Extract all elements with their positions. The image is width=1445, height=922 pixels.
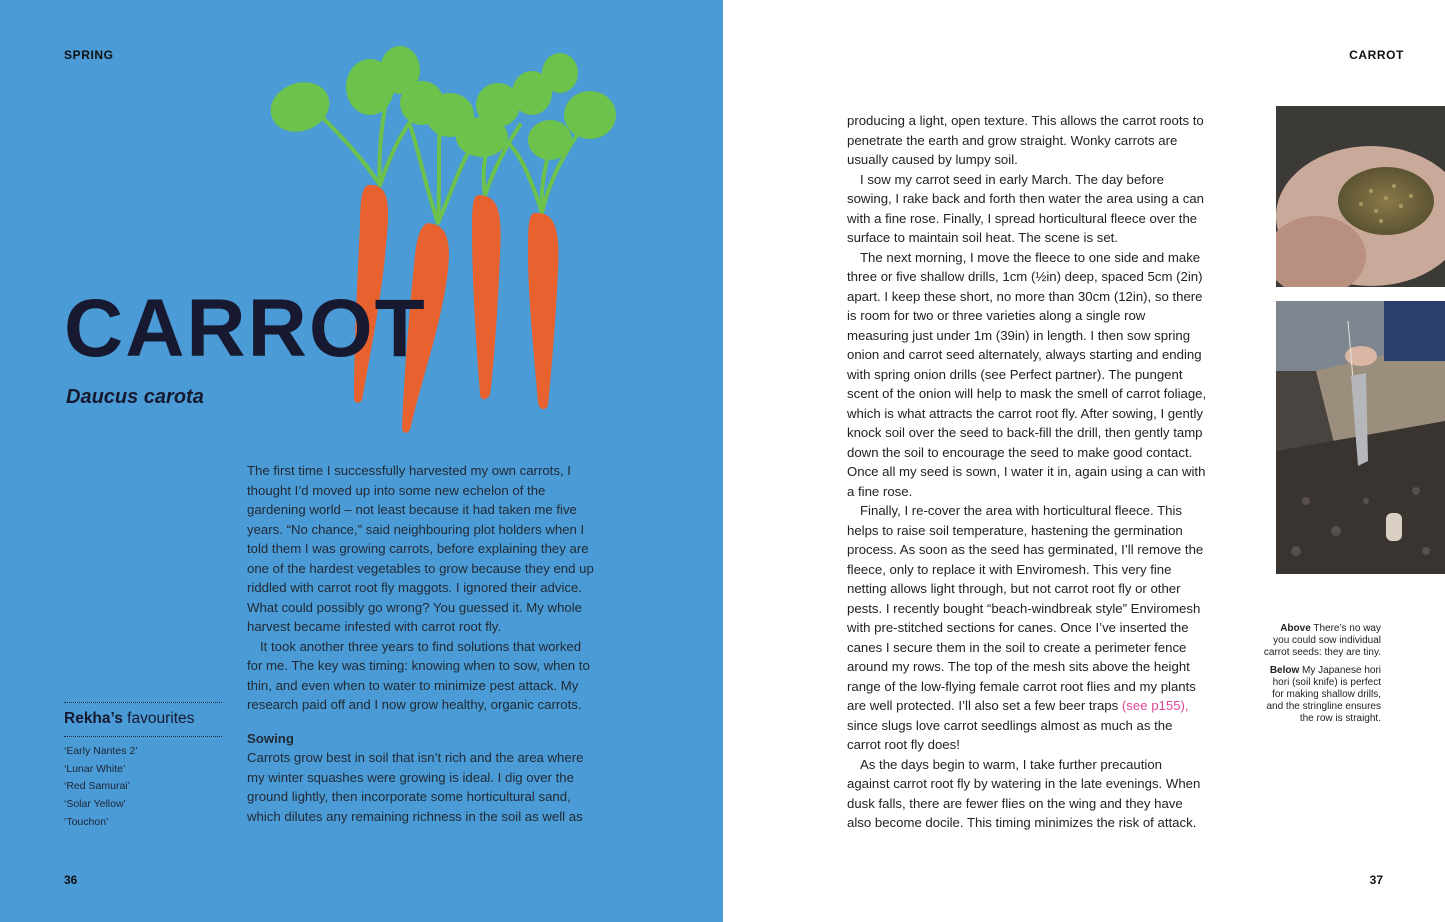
body-paragraph-2: I sow my carrot seed in early March. The day before sowing, I rake back and forth then water the area using a can with a fine rose. Finally, I spread horticultural fleece over the surface to maintain soil heat. The scene is set. [847,171,1205,245]
favourites-box [64,702,222,832]
photo-seeds-in-hand [1276,106,1445,287]
favourite-item: ‘Touchon’ [64,815,109,828]
body-paragraph-3: The next morning, I move the fleece to one side and make three or five shallow drills, 1cm (½in) deep, spaced 5cm (2in) apart. I keep these short, no more than 30cm (12in), so there is room for two or three varieties along a single row measuring just under 1m (39in) in length. I then sow spring onion and carrot seed alternately, always starting and ending with spring onion drills (see Perfect partner). The pungent scent of the onion will help to mask the smell of carrot foliage, which is what attracts the carrot root fly. After sowing, I gently knock soil over the seed to back-fill the drill, then gently tamp down the soil to encourage the seed to make good contact. Once all my seed is sown, I water it in, again using a can with a fine rose. [847,249,1207,499]
body-paragraph-1: producing a light, open texture. This allows the carrot roots to penetrate the earth and grow straight. Wonky carrots are usually caused by lumpy soil. [847,113,1204,167]
caption-below: Below My Japanese hori hori (soil knife) is perfect for making shallow drills, and the stringline ensures the row is straight. [1266,665,1381,724]
favourite-item: ‘Solar Yellow’ [64,798,126,811]
caption-above: Above There’s no way you could sow individual carrot seeds: they are tiny. [1263,623,1381,658]
favourite-item: ‘Early Nantes 2’ [64,745,138,757]
photo-hori-hori-drills [1276,301,1445,574]
favourites-top-rule [64,702,222,703]
favourite-item: ‘Lunar White’ [64,762,126,775]
body-paragraph-5: As the days begin to warm, I take further precaution against carrot root fly by watering in the late evenings. When dusk falls, there are fewer flies on the wing and they have also become docile. This timing minimizes the risk of attack. [847,756,1201,830]
intro-paragraph-2: It took another three years to find solutions that worked for me. The key was timing: knowing when to sow, when to thin, and even when to water to minimize pest attack. My research paid off and I now grow healthy, organic carrots. [247,638,590,712]
favourites-title: Rekha’s favourites [64,710,195,727]
sowing-heading: Sowing [247,730,294,746]
favourite-item: ‘Red Samurai’ [64,780,130,793]
photo-captions [1262,623,1381,731]
main-column [847,111,1207,833]
page-cross-reference-link[interactable]: (see p155), [1121,698,1189,713]
body-paragraph-4: Finally, I re-cover the area with horticultural fleece. This helps to raise soil temperature, hastening the germination process. As soon as the seed has germinated, I’ll remove the fleece, only to replace it with Enviromesh. This very fine netting allows light through, but not carrot root fly or other pests. I recently bought “beach-windbreak style” Enviromesh with pre-stitched sections for canes. Once I’ve inserted the canes I secure them in the soil to create a perimeter fence around my rows. The top of the mesh sits above the height range of the low-flying female carrot root flies and my plants are well protected. I’ll also set a few beer traps (see p155), since slugs love carrot seedlings almost as much as the carrot root fly does! [847,503,1204,752]
latin-name: Daucus carota [66,386,204,408]
carrots-illustration [250,45,630,440]
intro-paragraph-1: The first time I successfully harvested my own carrots, I thought I’d moved up into some new echelon of the gardening world – not least because it had taken me five years. “No chance,” said neighbouring plot holders when I told them I was growing carrots, before explaining they are one of the hardest vegetables to grow because they end up riddled with carrot root fly maggots. I ignored their advice. What could possibly go wrong? You guessed it. My whole harvest became infested with carrot root fly. [247,463,594,634]
running-head-right: CARROT [1349,48,1404,62]
page-title: CARROT [64,283,427,374]
intro-column [247,461,599,826]
running-head-left: SPRING [64,48,114,62]
favourites-list [64,737,222,832]
page-number-right: 37 [1369,873,1383,887]
sowing-paragraph: Carrots grow best in soil that isn’t rich and the area where my winter squashes were growing is ideal. I dig over the ground lightly, then incorporate some horticultural sand, which dilutes any remaining richness in the soil as well as [247,750,584,824]
page-number-left: 36 [64,873,78,887]
